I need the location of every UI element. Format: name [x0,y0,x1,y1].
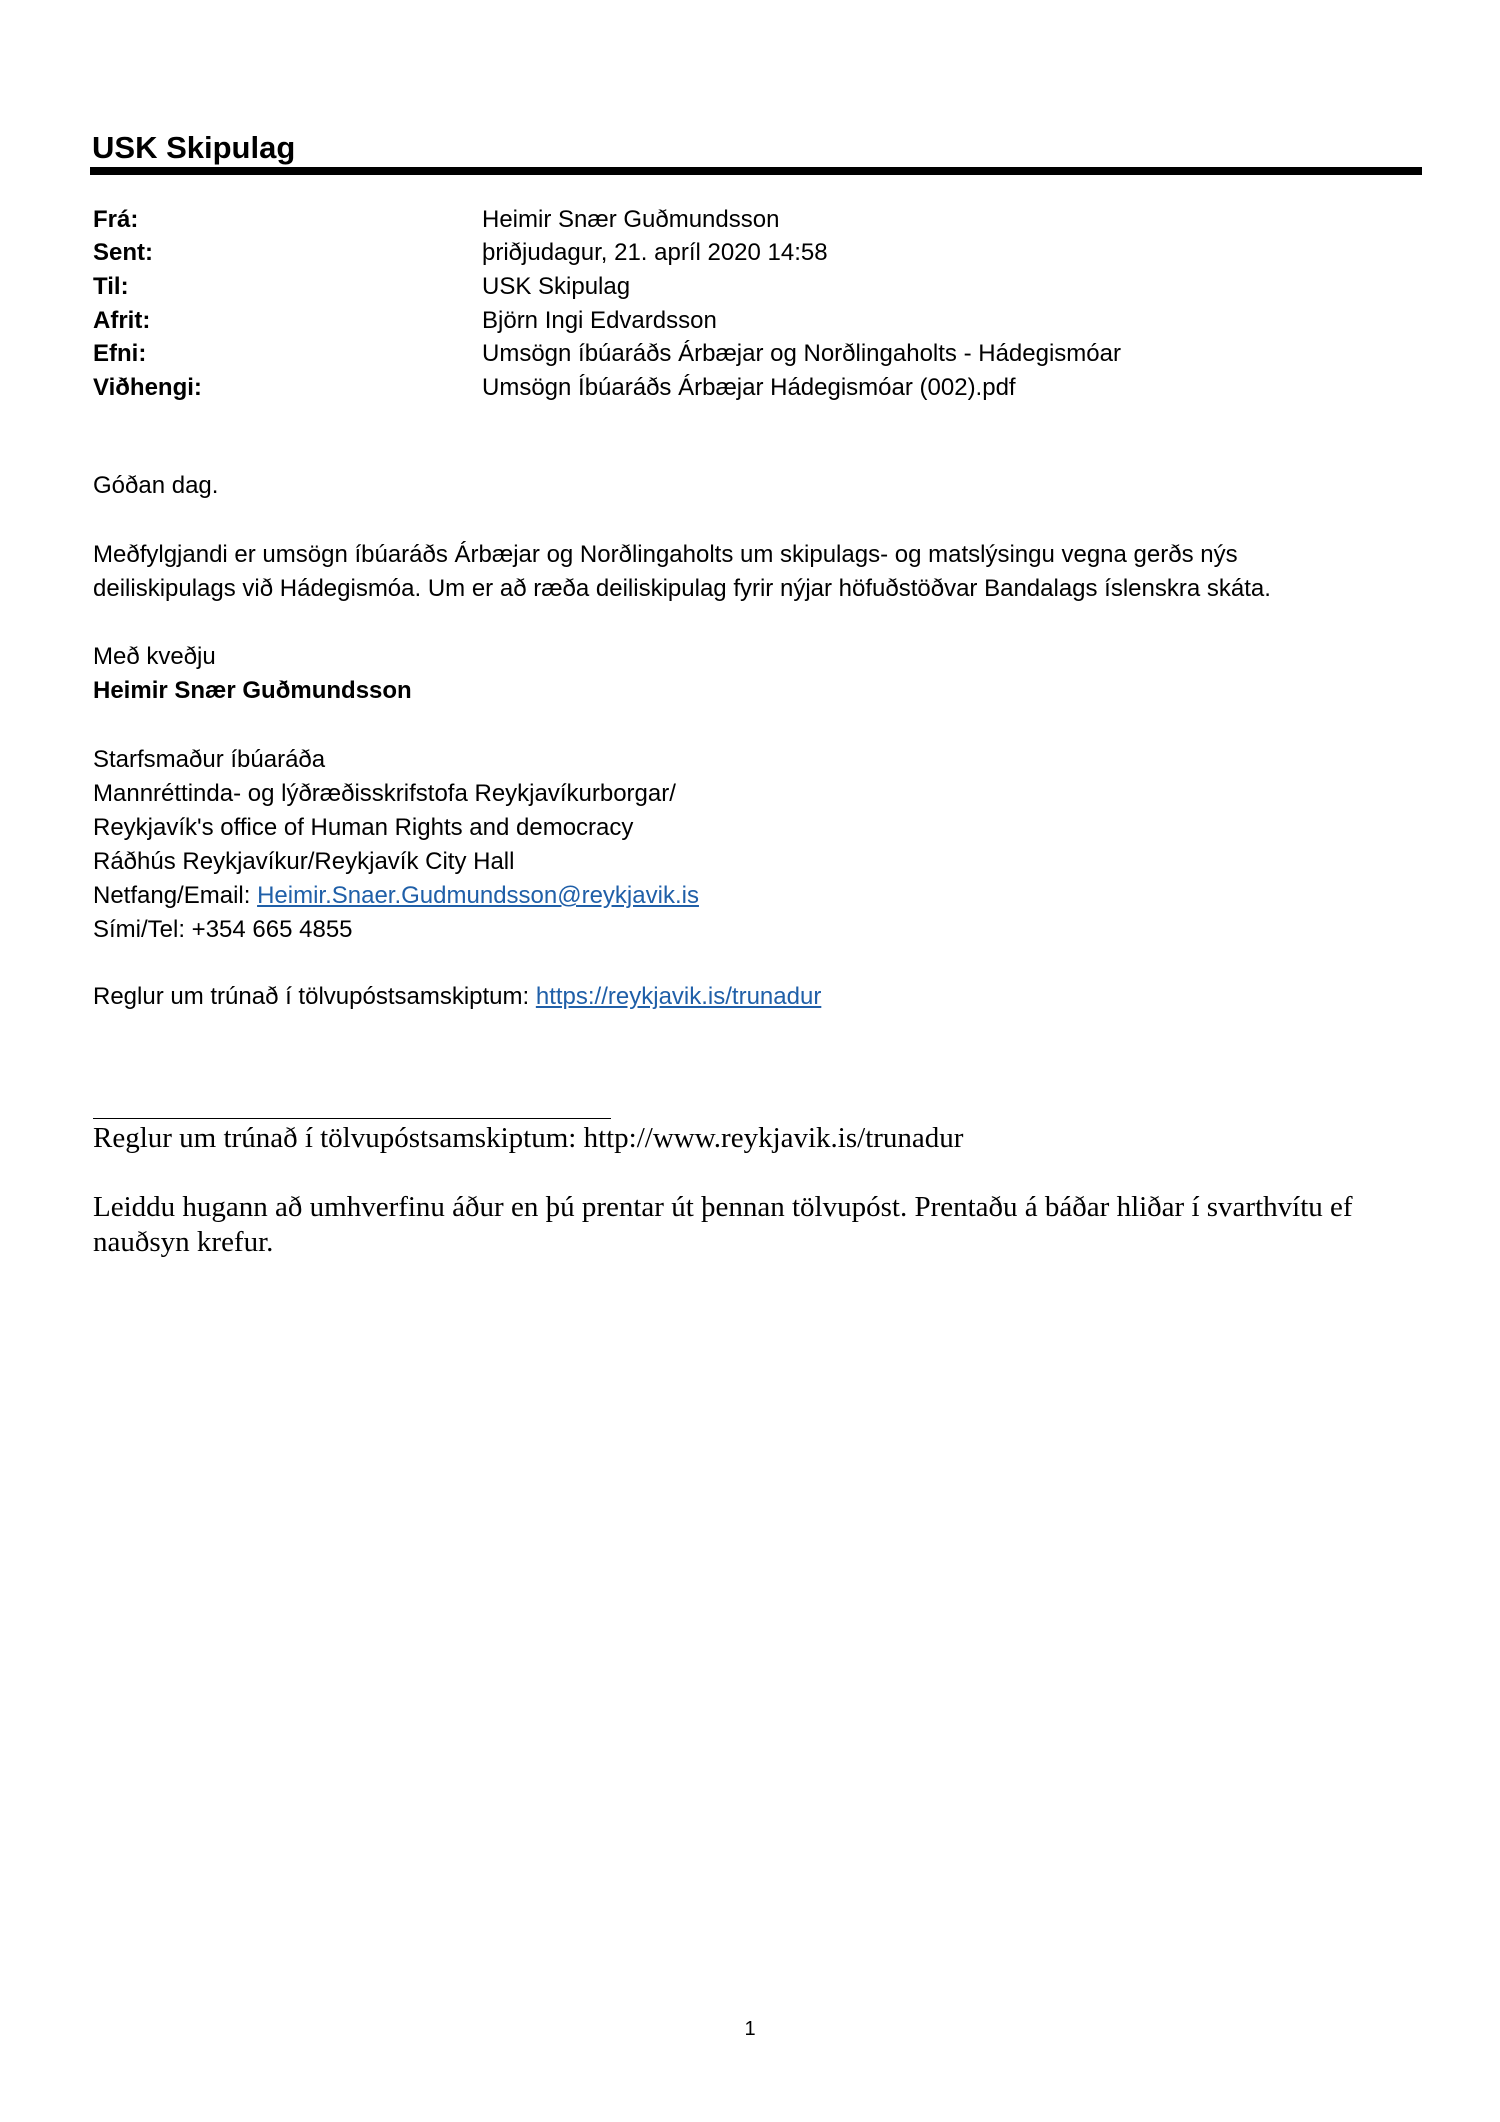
policy-link[interactable]: https://reykjavik.is/trunadur [535,983,822,1010]
header-value: Björn Ingi Edvardsson [482,306,717,334]
footer-env-line: nauðsyn krefur. [93,1226,274,1258]
closing-text: Með kveðju [93,643,216,670]
policy-line [93,980,1423,1014]
header-label: Afrit: [93,306,151,334]
footer-policy [93,1121,1433,1156]
header-attachment [93,371,1413,405]
header-value: þriðjudagur, 21. apríl 2020 14:58 [482,239,828,267]
footer-environment-note [93,1190,1433,1260]
header-sent [93,237,1413,271]
signature-address: Ráðhús Reykjavíkur/Reykjavík City Hall [93,848,515,875]
header-to [93,270,1413,304]
greeting [93,469,1423,503]
closing [93,640,1423,708]
header-value: USK Skipulag [482,272,631,300]
body-paragraph [93,538,1423,606]
greeting-text: Góðan dag. [93,472,219,499]
header-label: Til: [93,272,129,300]
attachment-name: Umsögn Íbúaráðs Árbæjar Hádegismóar (002).pdf [482,373,1016,401]
header-from [93,203,1413,237]
signature-office-is: Mannréttinda- og lýðræðisskrifstofa Reykjavíkurborgar/ [93,780,676,807]
header-label: Sent: [93,239,153,267]
signature-office-en: Reykjavík's office of Human Rights and democracy [93,814,634,841]
paragraph-line: Meðfylgjandi er umsögn íbúaráðs Árbæjar og Norðlingaholts um skipulags- og matslýsingu vegna gerðs nýs [93,541,1238,568]
header-subject [93,337,1413,371]
footer-divider [93,1118,611,1119]
signature-email-line [93,879,1423,913]
signature-phone: Sími/Tel: +354 665 4855 [93,916,353,943]
header-cc [93,304,1413,338]
email-headers [93,203,1413,405]
email-link[interactable]: Heimir.Snaer.Gudmundsson@reykjavik.is [257,882,699,909]
sender-name: Heimir Snær Guðmundsson [93,677,412,704]
paragraph-line: deiliskipulags við Hádegismóa. Um er að ræða deiliskipulag fyrir nýjar höfuðstöðvar Bandalags íslenskra skáta. [93,575,1271,602]
email-label: Netfang/Email: [93,882,258,909]
header-value: Heimir Snær Guðmundsson [482,205,780,233]
policy-line-text [93,980,1423,1014]
policy-label: Reglur um trúnað í tölvupóstsamskiptum: [93,983,536,1010]
header-value: Umsögn íbúaráðs Árbæjar og Norðlingaholts - Hádegismóar [482,340,1121,368]
signature-role: Starfsmaður íbúaráða [93,746,326,773]
page-number: 1 [744,2018,756,2040]
footer-policy-text: Reglur um trúnað í tölvupóstsamskiptum: http://www.reykjavik.is/trunadur [93,1122,964,1154]
signature [93,743,1423,947]
mailbox-title: USK Skipulag [92,130,296,165]
header-label: Frá: [93,205,139,233]
title-divider [90,167,1422,175]
header-label: Efni: [93,340,147,368]
header-label: Viðhengi: [93,373,202,401]
footer-env-line: Leiddu hugann að umhverfinu áður en þú prentar út þennan tölvupóst. Prentaðu á báðar hliðar í svarthvítu ef [93,1191,1353,1223]
